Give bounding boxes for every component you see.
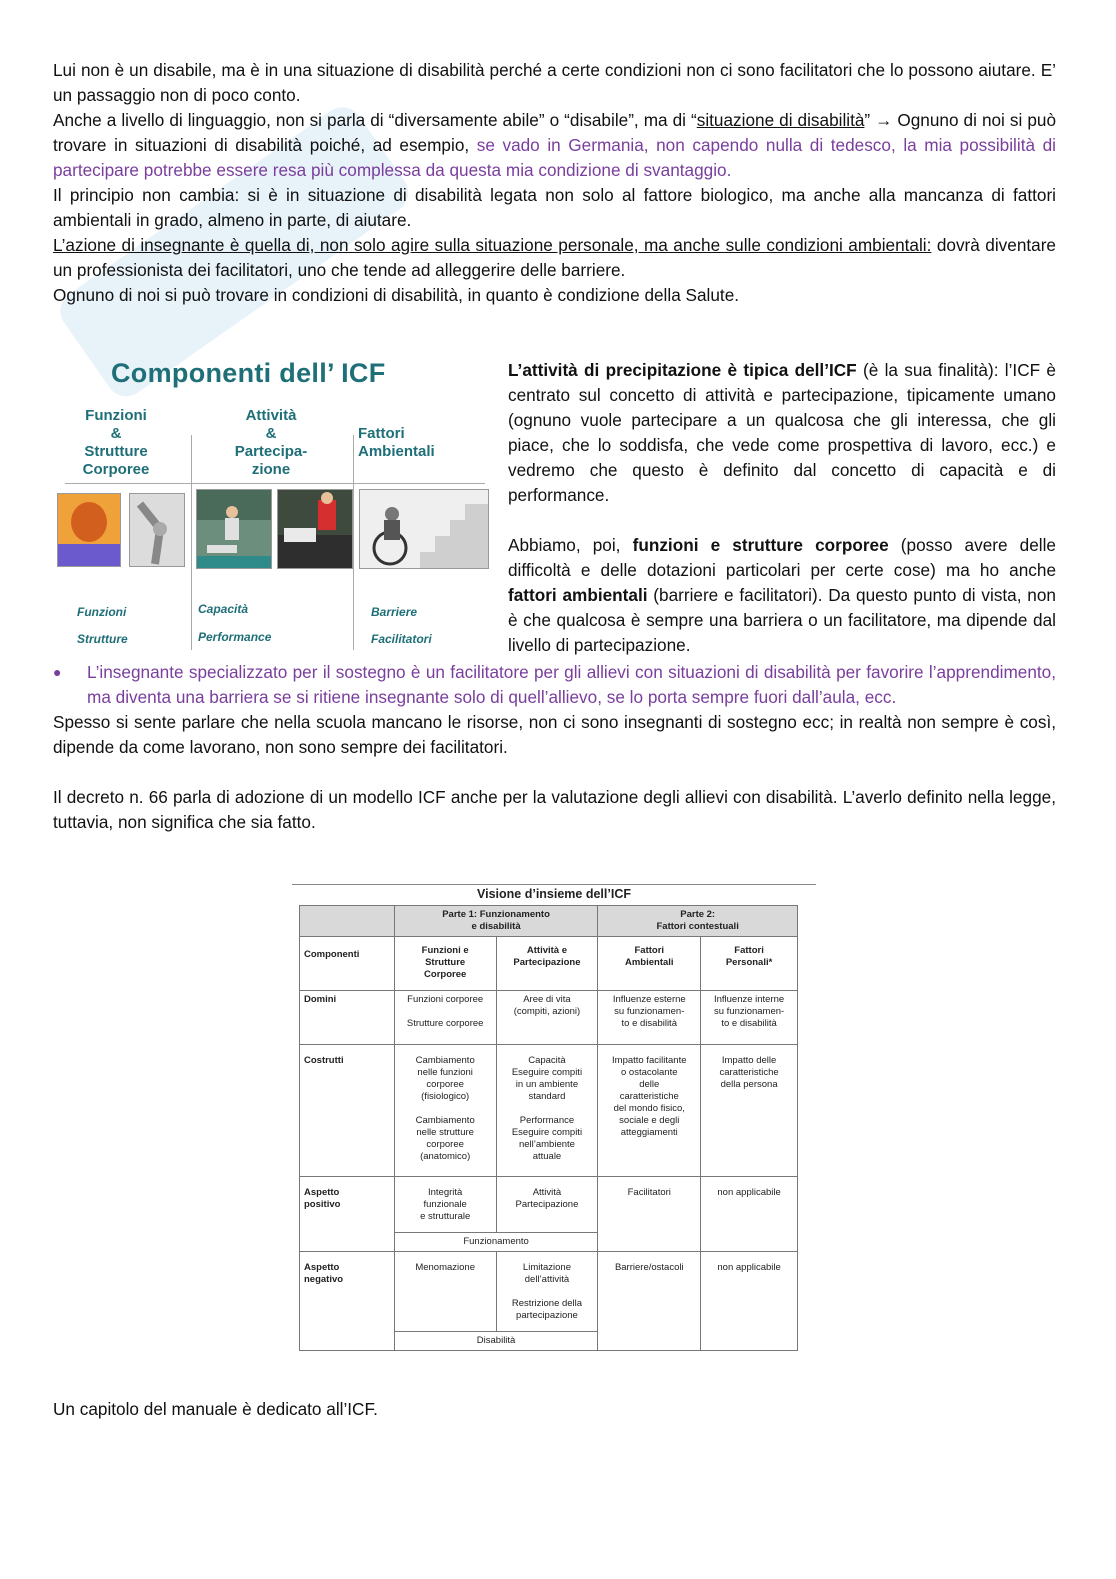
table-title: Visione d’insieme dell’ICF	[292, 884, 816, 901]
table-cell: Limitazione dell’attività Restrizione della partecipazione	[496, 1252, 598, 1332]
text-run: (è la sua finalità): l’ICF è centrato sul concetto di attività e partecipazione, tipicamente umano (ognuno vuole partecipare a un qualcosa che gli interessa, che gli piace, che lo soddisfa, che vede come prospettiva di lavoro, ecc.) e vedremo che questo è definito dal concetto di capacità e di performance.	[508, 360, 1056, 505]
table-cell: Barriere/ostacoli	[598, 1252, 701, 1351]
text-run: Anche a livello di linguaggio, non si parla di “diversamente abile” o “disabile”, ma di “	[53, 110, 697, 130]
after-paragraph-1: Spesso si sente parlare che nella scuola mancano le risorse, non ci sono insegnanti di sostegno ecc; in realtà non sempre è così, dipende da come lavorano, non sono sempre dei facilitatori.	[53, 712, 1056, 757]
after-paragraph-2: Il decreto n. 66 parla di adozione di un modello ICF anche per la valutazione degli allievi con disabilità. L’averlo definito nella legge, tuttavia, non significa che sia fatto.	[53, 787, 1056, 832]
icf-explanation	[508, 358, 1056, 658]
intro-section	[53, 58, 1056, 308]
column-heading-body: Funzioni & Strutture Corporee	[82, 407, 150, 478]
text-run: dovrà diventare un professionista dei facilitatori, uno che tende ad alleggerire delle barriere.	[53, 235, 1056, 280]
environment-photo-wheelchair	[359, 489, 489, 569]
table-row	[300, 991, 798, 1045]
table-row	[300, 1252, 798, 1332]
table-cell: Capacità Eseguire compiti in un ambiente standard Performance Eseguire compiti nell’ambiente attuale	[496, 1045, 598, 1177]
text-run: (barriere e facilitatori). Da questo punto di vista, non è che qualcosa è sempre una barriera o un facilitatore, ma dipende dal livello di partecipazione.	[508, 585, 1056, 655]
bullet-text: L’insegnante specializzato per il sostegno è un facilitatore per gli allievi con situazioni di disabilità per favorire l’apprendimento, ma diventa una barriera se si ritiene insegnante solo di quell’allievo, se lo porta sempre fuori dall’aula, ecc.	[87, 662, 1056, 707]
activity-photo-rehab	[196, 489, 272, 569]
row-label: Domini	[300, 991, 395, 1045]
table-cell: Menomazione	[394, 1252, 496, 1332]
table-cell: non applicabile	[701, 1252, 798, 1351]
table-header: Parte 2: Fattori contestuali	[598, 906, 798, 937]
table-cell: Influenze esterne su funzionamen- to e disabilità	[598, 991, 701, 1045]
table-cell: Facilitatori	[598, 1177, 701, 1252]
table-cell	[300, 906, 395, 937]
text-run: Abbiamo, poi,	[508, 535, 633, 555]
explanation-paragraph-1	[508, 358, 1056, 508]
icf-overview-table	[299, 905, 798, 1351]
list-item	[53, 660, 1056, 710]
underlined-term: situazione di disabilità	[696, 110, 865, 130]
table-row	[300, 1177, 798, 1233]
table-cell: Cambiamento nelle funzioni corporee (fisiologico) Cambiamento nelle strutture corporee (anatomico)	[394, 1045, 496, 1177]
row-label: Aspetto negativo	[300, 1252, 395, 1351]
highlighted-example: se vado in Germania, non capendo nulla di tedesco, la mia possibilità di partecipare potrebbe essere resa più complessa da questa mia condizione di svantaggio.	[53, 135, 1056, 180]
divider	[191, 435, 192, 650]
figure-label: Barriere	[371, 605, 418, 619]
table-cell: Disabilità	[394, 1332, 598, 1351]
table-row	[300, 937, 798, 991]
row-label: Aspetto positivo	[300, 1177, 395, 1252]
intro-paragraph-4	[53, 233, 1056, 283]
table-row	[300, 906, 798, 937]
intro-paragraph-3: Il principio non cambia: si è in situazione di disabilità legata non solo al fattore biologico, ma anche alla mancanza di fattori ambientali in grado, almeno in parte, di aiutare.	[53, 185, 1056, 230]
figure-label: Funzioni	[77, 605, 127, 619]
row-label: Costrutti	[300, 1045, 395, 1177]
table-row	[300, 1045, 798, 1177]
bullet-icon: ●	[53, 664, 62, 680]
table-cell: Impatto facilitante o ostacolante delle caratteristiche del mondo fisico, sociale e degli atteggiamenti	[598, 1045, 701, 1177]
row-label: Componenti	[300, 937, 395, 991]
table-cell: Aree di vita (compiti, azioni)	[496, 991, 598, 1045]
intro-paragraph-2	[53, 108, 1056, 183]
table-cell: Fattori Ambientali	[598, 937, 701, 991]
column-heading-activity: Attività & Partecipa- zione	[234, 407, 308, 478]
figure-label: Facilitatori	[371, 632, 432, 646]
table-cell: non applicabile	[701, 1177, 798, 1252]
explanation-paragraph-2	[508, 533, 1056, 658]
underlined-sentence: L’azione di insegnante è quella di, non solo agire sulla situazione personale, ma anche sulle condizioni ambientali:	[53, 235, 932, 255]
bold-phrase: funzioni e strutture corporee	[632, 535, 889, 555]
bold-phrase: fattori ambientali	[508, 585, 648, 605]
table-cell: Integrità funzionale e strutturale	[394, 1177, 496, 1233]
divider	[353, 435, 354, 650]
text-run: ” → Ognuno di noi si può trovare in situazioni di disabilità poiché, ad esempio,	[53, 110, 1057, 155]
table-cell: Funzioni corporee Strutture corporee	[394, 991, 496, 1045]
participation-photo-sport	[277, 489, 353, 569]
table-cell: Funzionamento	[394, 1233, 598, 1252]
divider	[65, 483, 485, 484]
intro-paragraph-1: Lui non è un disabile, ma è in una situazione di disabilità perché a certe condizioni non ci sono facilitatori che lo possono aiutare. E’ un passaggio non di poco conto.	[53, 60, 1056, 105]
text-run: (posso avere delle difficoltà e delle dotazioni particolari per certe cose) ma ho anche	[508, 535, 1056, 580]
table-cell: Attività Partecipazione	[496, 1177, 598, 1233]
table-cell: Funzioni e Strutture Corporee	[394, 937, 496, 991]
closing-paragraph: Un capitolo del manuale è dedicato all’ICF.	[53, 1399, 378, 1419]
table-cell: Fattori Personali*	[701, 937, 798, 991]
figure-title: Componenti dell’ ICF	[111, 358, 386, 388]
table-cell: Attività e Partecipazione	[496, 937, 598, 991]
figure-label: Strutture	[77, 632, 128, 646]
figure-label: Performance	[198, 630, 272, 644]
bullet-list	[53, 660, 1056, 835]
icf-components-figure	[53, 355, 493, 655]
table-cell: Influenze interne su funzionamen- to e disabilità	[701, 991, 798, 1045]
table-header: Parte 1: Funzionamento e disabilità	[394, 906, 598, 937]
table-cell: Impatto delle caratteristiche della persona	[701, 1045, 798, 1177]
body-function-photo	[57, 493, 121, 567]
figure-label: Capacità	[198, 602, 249, 616]
bold-phrase: L’attività di precipitazione è tipica dell’ICF	[508, 360, 857, 380]
column-heading-environment: Fattori Ambientali	[358, 425, 435, 460]
body-structure-photo	[129, 493, 185, 567]
intro-paragraph-5: Ognuno di noi si può trovare in condizioni di disabilità, in quanto è condizione della Salute.	[53, 285, 740, 305]
